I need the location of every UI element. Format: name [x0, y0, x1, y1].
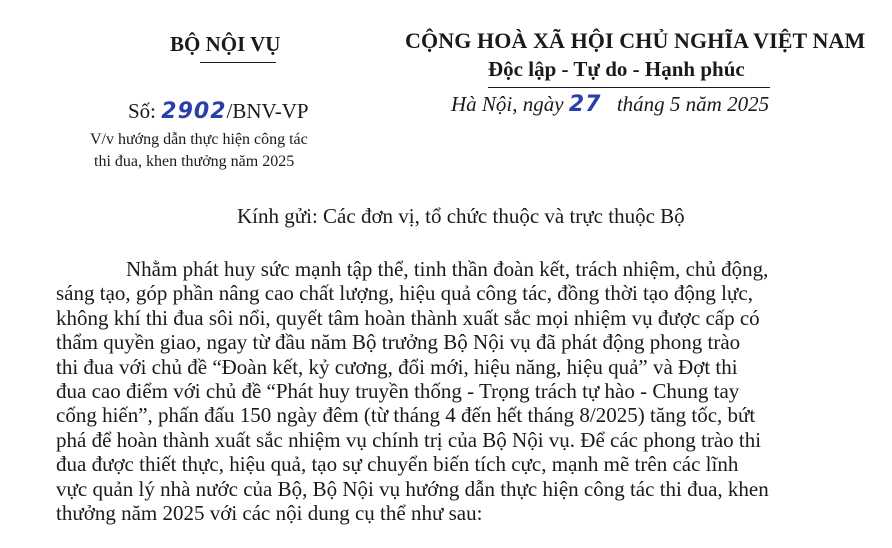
document-number-suffix: /BNV-VP — [226, 99, 309, 123]
body-line: sáng tạo, góp phần nâng cao chất lượng, hiệu quả công tác, đồng thời tạo động lực, — [56, 281, 753, 306]
body-line: thưởng năm 2025 với các nội dung cụ thể như sau: — [56, 501, 483, 526]
national-motto: Độc lập - Tự do - Hạnh phúc — [488, 57, 745, 81]
date-month-year: tháng 5 năm 2025 — [616, 92, 770, 116]
place-and-date — [451, 92, 769, 117]
body-line: đua cao điểm với chủ đề “Phát huy truyền thống - Trọng trách tự hào - Chung tay — [56, 379, 740, 404]
organization-underline — [200, 62, 276, 63]
body-line: thẩm quyền giao, ngay từ đầu năm Bộ trưởng Bộ Nội vụ đã phát động phong trào — [56, 330, 741, 355]
date-day-handwritten: 27 — [568, 92, 602, 117]
body-line: không khí thi đua sôi nổi, quyết tâm hoàn thành xuất sắc mọi nhiệm vụ được cấp có — [56, 305, 760, 330]
recipient-line: Kính gửi: Các đơn vị, tổ chức thuộc và trực thuộc Bộ — [237, 204, 685, 228]
motto-underline — [488, 87, 770, 88]
document-number — [128, 99, 309, 124]
body-line: thi đua với chủ đề “Đoàn kết, kỷ cương, đổi mới, hiệu năng, hiệu quả” và Đợt thi — [56, 354, 738, 379]
subject-line: thi đua, khen thưởng năm 2025 — [94, 153, 295, 170]
document-number-handwritten: 2902 — [161, 99, 227, 124]
document-subject — [90, 129, 308, 173]
place-prefix: Hà Nội, ngày — [451, 92, 569, 116]
national-title: CỘNG HOÀ XÃ HỘI CHỦ NGHĨA VIỆT NAM — [405, 28, 866, 53]
body-line: cống hiến”, phấn đấu 150 ngày đêm (từ tháng 4 đến hết tháng 8/2025) tăng tốc, bứt — [56, 403, 756, 428]
subject-line: V/v hướng dẫn thực hiện công tác — [90, 131, 308, 148]
issuing-organization: BỘ NỘI VỤ — [170, 32, 281, 56]
body-line: Nhằm phát huy sức mạnh tập thể, tinh thần đoàn kết, trách nhiệm, chủ động, — [126, 257, 769, 281]
body-paragraph — [56, 257, 856, 525]
document-number-prefix: Số: — [128, 99, 162, 123]
body-line: vực quản lý nhà nước của Bộ, Bộ Nội vụ hướng dẫn thực hiện công tác thi đua, khen — [56, 476, 769, 501]
body-line: phá để hoàn thành xuất sắc nhiệm vụ chính trị của Bộ Nội vụ. Để các phong trào thi — [56, 427, 762, 452]
body-line: đua được thiết thực, hiệu quả, tạo sự chuyển biến tích cực, mạnh mẽ trên các lĩnh — [56, 452, 739, 477]
